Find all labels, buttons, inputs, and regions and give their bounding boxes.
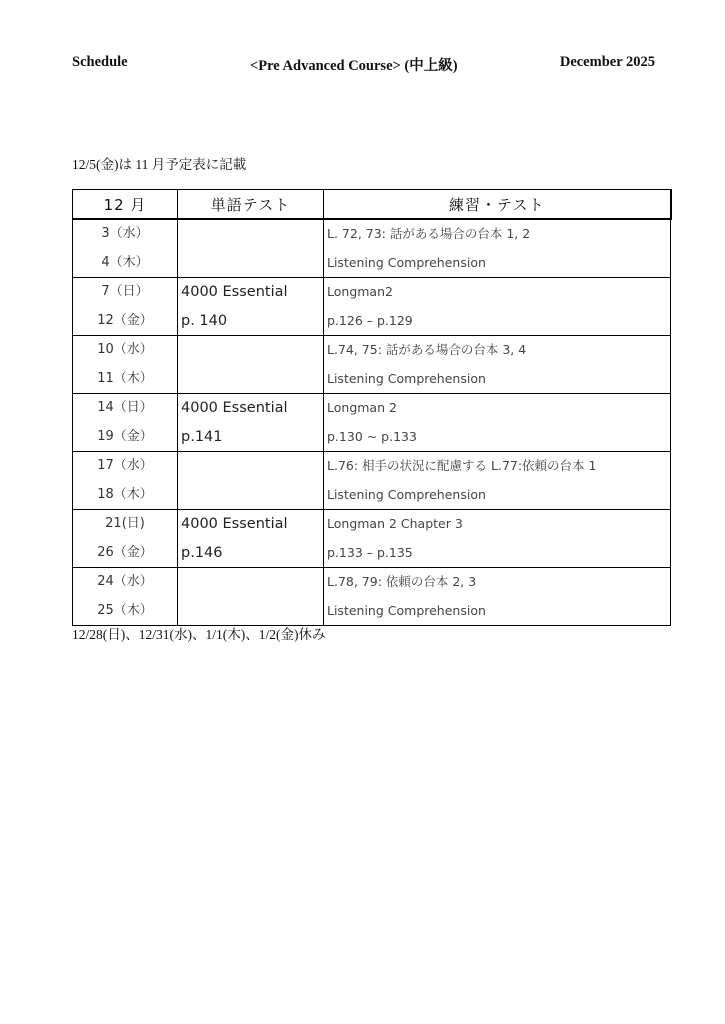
vocab-line [178,336,323,365]
header-vocab-col: 単語テスト [178,190,324,220]
date-line: 7（日） [101,284,149,299]
vocab-cell [178,336,324,394]
task-line: Listening Comprehension [327,370,486,386]
vocab-cell [178,568,324,626]
vocab-line: 4000 Essential [181,516,288,532]
task-cell [324,452,671,510]
note-bottom: 12/28(日)、12/31(水)、1/1(木)、1/2(金)休み [72,627,326,642]
date-line: 10（水） [97,342,153,357]
task-line: p.130 ~ p.133 [327,428,417,444]
date-cell [73,219,178,278]
task-line: Listening Comprehension [327,602,486,618]
task-line: L. 72, 73: 話がある場合の台本 1, 2 [327,226,531,241]
date-cell [73,510,178,568]
date-line: 18（木） [97,486,153,502]
vocab-line [178,220,323,249]
task-cell [324,568,671,626]
date-line: 14（日） [97,400,153,415]
task-line: L.76: 相手の状況に配慮する L.77:依頼の台本 1 [327,458,597,473]
task-line: Longman 2 [327,400,397,415]
vocab-cell [178,510,324,568]
task-cell [324,394,671,452]
task-cell [324,336,671,394]
task-line: Listening Comprehension [327,486,486,502]
vocab-line: p.146 [181,544,223,561]
table-row [73,510,671,568]
date-line: 25（木） [97,602,153,618]
header-course-title: <Pre Advanced Course> (中上級) [250,58,458,74]
header-practice-col: 練習・テスト [324,190,671,220]
date-line: 19（金） [97,428,153,444]
task-cell [324,510,671,568]
vocab-line [178,452,323,481]
date-cell [73,394,178,452]
table-row [73,394,671,452]
task-line: p.133 – p.135 [327,544,413,560]
vocab-cell [178,452,324,510]
date-cell [73,336,178,394]
table-row [73,278,671,336]
table-row [73,568,671,626]
date-cell [73,452,178,510]
table-row [73,336,671,394]
vocab-line [178,597,323,626]
header-schedule-label: Schedule [72,54,128,70]
date-line: 11（木） [97,370,153,386]
vocab-line: 4000 Essential [181,284,288,300]
date-line: 17（水） [97,458,153,473]
vocab-line [178,249,323,278]
vocab-cell [178,219,324,278]
table-row [73,219,671,278]
vocab-line [178,365,323,394]
task-line: L.78, 79: 依頼の台本 2, 3 [327,574,477,589]
schedule-table [72,189,672,626]
date-line: 26（金） [97,544,153,560]
task-line: Longman 2 Chapter 3 [327,516,463,531]
date-line: 3（水） [101,226,149,241]
vocab-line [178,568,323,597]
table-row [73,452,671,510]
table-header-row [73,190,671,220]
note-top: 12/5(金)は 11 月予定表に記載 [72,157,247,172]
date-cell [73,278,178,336]
vocab-line: p. 140 [181,312,228,329]
task-line: Longman2 [327,284,393,299]
date-line: 4（木） [101,254,149,270]
task-line: Listening Comprehension [327,254,486,270]
task-cell [324,219,671,278]
date-line: 21(日) [105,516,145,531]
vocab-line: p.141 [181,428,223,445]
date-line: 24（水） [97,574,153,589]
vocab-cell [178,278,324,336]
vocab-line [178,481,323,510]
task-line: p.126 – p.129 [327,312,413,328]
header-month-col: 12 月 [73,190,178,220]
date-line: 12（金） [97,312,153,328]
vocab-line: 4000 Essential [181,400,288,416]
task-line: L.74, 75: 話がある場合の台本 3, 4 [327,342,527,357]
date-cell [73,568,178,626]
vocab-cell [178,394,324,452]
task-cell [324,278,671,336]
header-month: December 2025 [559,54,655,70]
